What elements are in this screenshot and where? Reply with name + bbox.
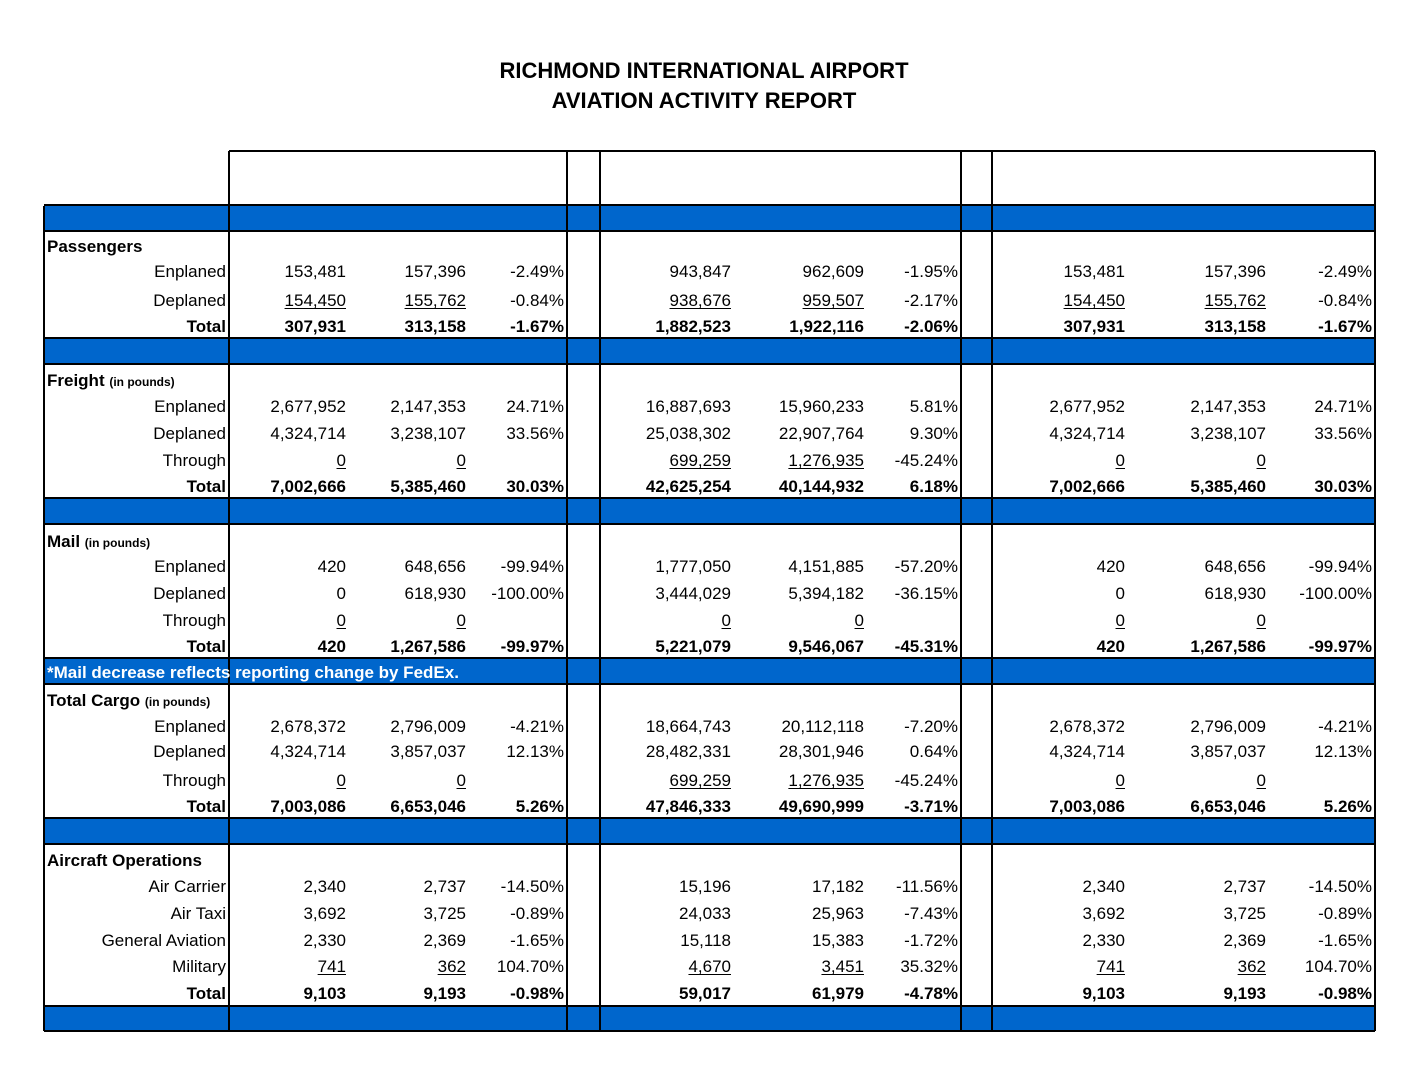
data-cell: 0 — [1256, 611, 1266, 630]
data-cell: 0 — [1115, 584, 1125, 603]
data-cell: 4,324,714 — [1049, 424, 1125, 443]
row-label: Enplaned — [154, 262, 226, 281]
data-cell: 307,931 — [284, 317, 346, 336]
data-cell: 420 — [317, 557, 346, 576]
horizontal-gridline — [44, 363, 1375, 365]
data-cell: 699,259 — [669, 771, 731, 790]
data-cell: -0.84% — [510, 291, 564, 310]
horizontal-gridline — [44, 683, 1375, 685]
data-cell: -1.72% — [904, 931, 958, 950]
report-title-line1: RICHMOND INTERNATIONAL AIRPORT — [499, 58, 909, 83]
data-cell: -99.94% — [500, 557, 564, 576]
data-cell: 153,481 — [284, 262, 346, 281]
data-cell: 17,182 — [812, 877, 864, 896]
data-cell: 618,930 — [404, 584, 466, 603]
section-unit: (in pounds) — [109, 375, 175, 389]
data-cell: 6,653,046 — [1190, 797, 1266, 816]
data-cell: 24,033 — [679, 904, 731, 923]
vertical-gridline — [1374, 151, 1376, 1031]
data-cell: -4.21% — [1318, 717, 1372, 736]
data-cell: 2,340 — [303, 877, 346, 896]
data-cell: 3,451 — [821, 957, 864, 976]
data-cell: -0.98% — [1318, 984, 1372, 1003]
data-cell: -99.94% — [1308, 557, 1372, 576]
data-cell: 12.13% — [506, 742, 564, 761]
data-cell: 1,777,050 — [655, 557, 731, 576]
data-cell: 648,656 — [1204, 557, 1266, 576]
data-cell: 2,678,372 — [1049, 717, 1125, 736]
data-cell: 4,670 — [688, 957, 731, 976]
data-cell: -0.98% — [510, 984, 564, 1003]
data-cell: -14.50% — [500, 877, 564, 896]
section-header — [47, 532, 150, 552]
data-cell: 5,385,460 — [390, 477, 466, 496]
data-cell: 3,238,107 — [390, 424, 466, 443]
data-cell: 9,546,067 — [788, 637, 864, 656]
data-cell: -1.65% — [1318, 931, 1372, 950]
data-cell: 33.56% — [1314, 424, 1372, 443]
data-cell: 0 — [1115, 771, 1125, 790]
data-cell: 5.26% — [515, 797, 564, 816]
data-cell: 12.13% — [1314, 742, 1372, 761]
data-cell: 0 — [336, 771, 346, 790]
data-cell: 3,725 — [1223, 904, 1266, 923]
data-cell: 699,259 — [669, 451, 731, 470]
data-cell: 5,221,079 — [655, 637, 731, 656]
data-cell: 15,960,233 — [778, 397, 864, 416]
data-cell: -0.84% — [1318, 291, 1372, 310]
data-cell: 154,450 — [1063, 291, 1125, 310]
data-cell: -99.97% — [1308, 637, 1372, 656]
data-cell: 20,112,118 — [781, 717, 864, 736]
row-label: Deplaned — [153, 742, 226, 761]
data-cell: 2,796,009 — [1190, 717, 1266, 736]
data-cell: 943,847 — [669, 262, 731, 281]
data-cell: 5,385,460 — [1190, 477, 1266, 496]
data-cell: -2.49% — [1318, 262, 1372, 281]
footnote-note: *Mail decrease reflects reporting change by FedEx. — [47, 663, 459, 682]
data-cell: 1,922,116 — [789, 317, 864, 336]
horizontal-gridline — [44, 497, 1375, 499]
data-cell: 157,396 — [404, 262, 466, 281]
data-cell: 35.32% — [900, 957, 958, 976]
data-cell: 6,653,046 — [390, 797, 466, 816]
section-header — [47, 371, 175, 391]
data-cell: 157,396 — [1204, 262, 1266, 281]
data-cell: 3,692 — [303, 904, 346, 923]
data-cell: -1.67% — [510, 317, 564, 336]
data-cell: 7,002,666 — [1049, 477, 1125, 496]
row-label: Deplaned — [153, 584, 226, 603]
data-cell: 24.71% — [1314, 397, 1372, 416]
data-cell: 4,324,714 — [270, 424, 346, 443]
data-cell: 47,846,333 — [645, 797, 731, 816]
data-cell: 0 — [336, 611, 346, 630]
section-unit: (in pounds) — [84, 536, 151, 550]
data-cell: -36.15% — [894, 584, 958, 603]
horizontal-gridline — [44, 817, 1375, 819]
data-cell: 741 — [317, 957, 346, 976]
data-cell: -3.71% — [904, 797, 958, 816]
data-cell: 648,656 — [404, 557, 466, 576]
report-title-line2: AVIATION ACTIVITY REPORT — [551, 88, 857, 113]
data-cell: -57.20% — [894, 557, 958, 576]
section-name: Aircraft Operations — [47, 851, 202, 870]
horizontal-gridline — [44, 843, 1375, 845]
data-cell: 962,609 — [802, 262, 864, 281]
data-cell: 3,725 — [423, 904, 466, 923]
row-label: General Aviation — [101, 931, 226, 950]
data-cell: -2.06% — [904, 317, 958, 336]
data-cell: -7.43% — [904, 904, 958, 923]
data-cell: 1,276,935 — [788, 771, 864, 790]
horizontal-gridline — [229, 150, 1375, 152]
section-header — [47, 851, 202, 871]
data-cell: -0.89% — [1318, 904, 1372, 923]
vertical-gridline — [43, 206, 45, 1031]
data-cell: 2,147,353 — [390, 397, 466, 416]
data-cell: 15,383 — [812, 931, 864, 950]
blue-band — [44, 819, 1375, 844]
data-cell: 5,394,182 — [788, 584, 864, 603]
data-cell: 3,238,107 — [1190, 424, 1266, 443]
data-cell: 2,369 — [423, 931, 466, 950]
data-cell: -1.65% — [510, 931, 564, 950]
data-cell: 3,857,037 — [1190, 742, 1266, 761]
data-cell: 2,677,952 — [270, 397, 346, 416]
row-label: Total — [186, 637, 226, 656]
data-cell: 25,038,302 — [645, 424, 731, 443]
row-label: Total — [186, 317, 226, 336]
horizontal-gridline — [44, 523, 1375, 525]
data-cell: 1,267,586 — [1190, 637, 1266, 656]
row-label: Air Taxi — [170, 904, 226, 923]
row-label: Through — [162, 451, 226, 470]
data-cell: 2,340 — [1082, 877, 1125, 896]
data-cell: 9,103 — [303, 984, 346, 1003]
data-cell: 28,482,331 — [645, 742, 731, 761]
row-label: Through — [162, 771, 226, 790]
data-cell: 420 — [1096, 557, 1125, 576]
data-cell: 61,979 — [812, 984, 864, 1003]
data-cell: 313,158 — [404, 317, 466, 336]
data-cell: 4,151,885 — [788, 557, 864, 576]
data-cell: 0 — [1115, 611, 1125, 630]
data-cell: 40,144,932 — [778, 477, 864, 496]
row-label: Deplaned — [153, 424, 226, 443]
data-cell: 4,324,714 — [1049, 742, 1125, 761]
data-cell: 0 — [854, 611, 864, 630]
section-name: Mail — [47, 532, 81, 551]
row-label: Total — [186, 797, 226, 816]
data-cell: 15,118 — [680, 931, 731, 950]
data-cell: 2,330 — [303, 931, 346, 950]
data-cell: 938,676 — [669, 291, 731, 310]
data-cell: -99.97% — [500, 637, 564, 656]
data-cell: 0 — [456, 451, 466, 470]
data-cell: 307,931 — [1063, 317, 1125, 336]
data-cell: 15,196 — [679, 877, 731, 896]
data-cell: -1.67% — [1318, 317, 1372, 336]
data-cell: 0 — [336, 584, 346, 603]
data-cell: -2.17% — [904, 291, 958, 310]
data-cell: 5.26% — [1323, 797, 1372, 816]
data-cell: -2.49% — [510, 262, 564, 281]
data-cell: 1,882,523 — [655, 317, 731, 336]
data-cell: 6.18% — [909, 477, 958, 496]
data-cell: -7.20% — [904, 717, 958, 736]
row-label: Enplaned — [154, 717, 226, 736]
section-name: Total Cargo — [47, 691, 141, 710]
data-cell: 155,762 — [404, 291, 466, 310]
data-cell: 2,369 — [1223, 931, 1266, 950]
data-cell: 362 — [437, 957, 466, 976]
vertical-gridline — [960, 151, 962, 1031]
data-cell: 30.03% — [506, 477, 564, 496]
data-cell: 7,003,086 — [1049, 797, 1125, 816]
data-cell: 0 — [456, 611, 466, 630]
data-cell: 30.03% — [1314, 477, 1372, 496]
section-header — [47, 691, 210, 711]
data-cell: 25,963 — [812, 904, 864, 923]
data-cell: 618,930 — [1204, 584, 1266, 603]
horizontal-gridline — [44, 1005, 1375, 1007]
data-cell: 104.70% — [1304, 957, 1372, 976]
data-cell: 0 — [1256, 771, 1266, 790]
data-cell: 18,664,743 — [645, 717, 731, 736]
data-cell: 0 — [1115, 451, 1125, 470]
data-cell: 7,003,086 — [270, 797, 346, 816]
data-cell: 155,762 — [1204, 291, 1266, 310]
section-header — [47, 237, 142, 257]
horizontal-gridline — [44, 1030, 1375, 1032]
data-cell: -45.24% — [894, 771, 958, 790]
row-label: Through — [162, 611, 226, 630]
data-cell: 0 — [721, 611, 731, 630]
data-cell: 49,690,999 — [778, 797, 864, 816]
data-cell: -100.00% — [491, 584, 564, 603]
data-cell: 153,481 — [1063, 262, 1125, 281]
data-cell: 0 — [336, 451, 346, 470]
data-cell: 0 — [456, 771, 466, 790]
data-cell: 33.56% — [506, 424, 564, 443]
horizontal-gridline — [44, 337, 1375, 339]
data-cell: 1,267,586 — [390, 637, 466, 656]
data-cell: 7,002,666 — [270, 477, 346, 496]
data-cell: 22,907,764 — [778, 424, 864, 443]
section-unit: (in pounds) — [144, 695, 211, 709]
data-cell: 5.81% — [909, 397, 958, 416]
data-cell: 104.70% — [496, 957, 564, 976]
row-label: Enplaned — [154, 557, 226, 576]
data-cell: 9,193 — [1223, 984, 1266, 1003]
section-name: Freight — [47, 371, 105, 390]
data-cell: 2,678,372 — [270, 717, 346, 736]
horizontal-gridline — [44, 230, 1375, 232]
data-cell: 16,887,693 — [645, 397, 731, 416]
data-cell: -4.21% — [510, 717, 564, 736]
data-cell: -4.78% — [904, 984, 958, 1003]
data-cell: 0 — [1256, 451, 1266, 470]
row-label: Total — [186, 984, 226, 1003]
row-label: Military — [172, 957, 226, 976]
blue-band — [44, 1007, 1375, 1031]
data-cell: 2,147,353 — [1190, 397, 1266, 416]
data-cell: 2,796,009 — [390, 717, 466, 736]
data-cell: 1,276,935 — [788, 451, 864, 470]
data-cell: 59,017 — [679, 984, 731, 1003]
row-label: Total — [186, 477, 226, 496]
data-cell: -100.00% — [1299, 584, 1372, 603]
data-cell: 362 — [1237, 957, 1266, 976]
data-cell: 420 — [317, 637, 346, 656]
data-cell: -1.95% — [904, 262, 958, 281]
data-cell: 3,857,037 — [390, 742, 466, 761]
data-cell: -45.31% — [894, 637, 958, 656]
data-cell: 28,301,946 — [778, 742, 864, 761]
row-label: Air Carrier — [148, 877, 226, 896]
horizontal-gridline — [44, 204, 1375, 206]
data-cell: 0.64% — [909, 742, 958, 761]
section-name: Passengers — [47, 237, 143, 256]
horizontal-gridline — [44, 657, 1375, 659]
data-cell: 9,193 — [423, 984, 466, 1003]
vertical-gridline — [566, 151, 568, 1031]
data-cell: 420 — [1096, 637, 1125, 656]
data-cell: 154,450 — [284, 291, 346, 310]
data-cell: -45.24% — [894, 451, 958, 470]
data-cell: 2,737 — [1223, 877, 1266, 896]
blue-band — [44, 206, 1375, 231]
data-cell: -14.50% — [1308, 877, 1372, 896]
row-label: Deplaned — [153, 291, 226, 310]
data-cell: 2,330 — [1082, 931, 1125, 950]
data-cell: 2,677,952 — [1049, 397, 1125, 416]
data-cell: 3,444,029 — [655, 584, 731, 603]
data-cell: 313,158 — [1204, 317, 1266, 336]
blue-band — [44, 499, 1375, 524]
blue-band — [44, 339, 1375, 364]
data-cell: 9.30% — [909, 424, 958, 443]
data-cell: -11.56% — [895, 877, 958, 896]
data-cell: 741 — [1096, 957, 1125, 976]
data-cell: 9,103 — [1082, 984, 1125, 1003]
data-cell: -0.89% — [510, 904, 564, 923]
row-label: Enplaned — [154, 397, 226, 416]
vertical-gridline — [991, 151, 993, 1031]
data-cell: 24.71% — [506, 397, 564, 416]
data-cell: 4,324,714 — [270, 742, 346, 761]
data-cell: 959,507 — [802, 291, 864, 310]
data-cell: 3,692 — [1082, 904, 1125, 923]
data-cell: 42,625,254 — [645, 477, 731, 496]
data-cell: 2,737 — [423, 877, 466, 896]
